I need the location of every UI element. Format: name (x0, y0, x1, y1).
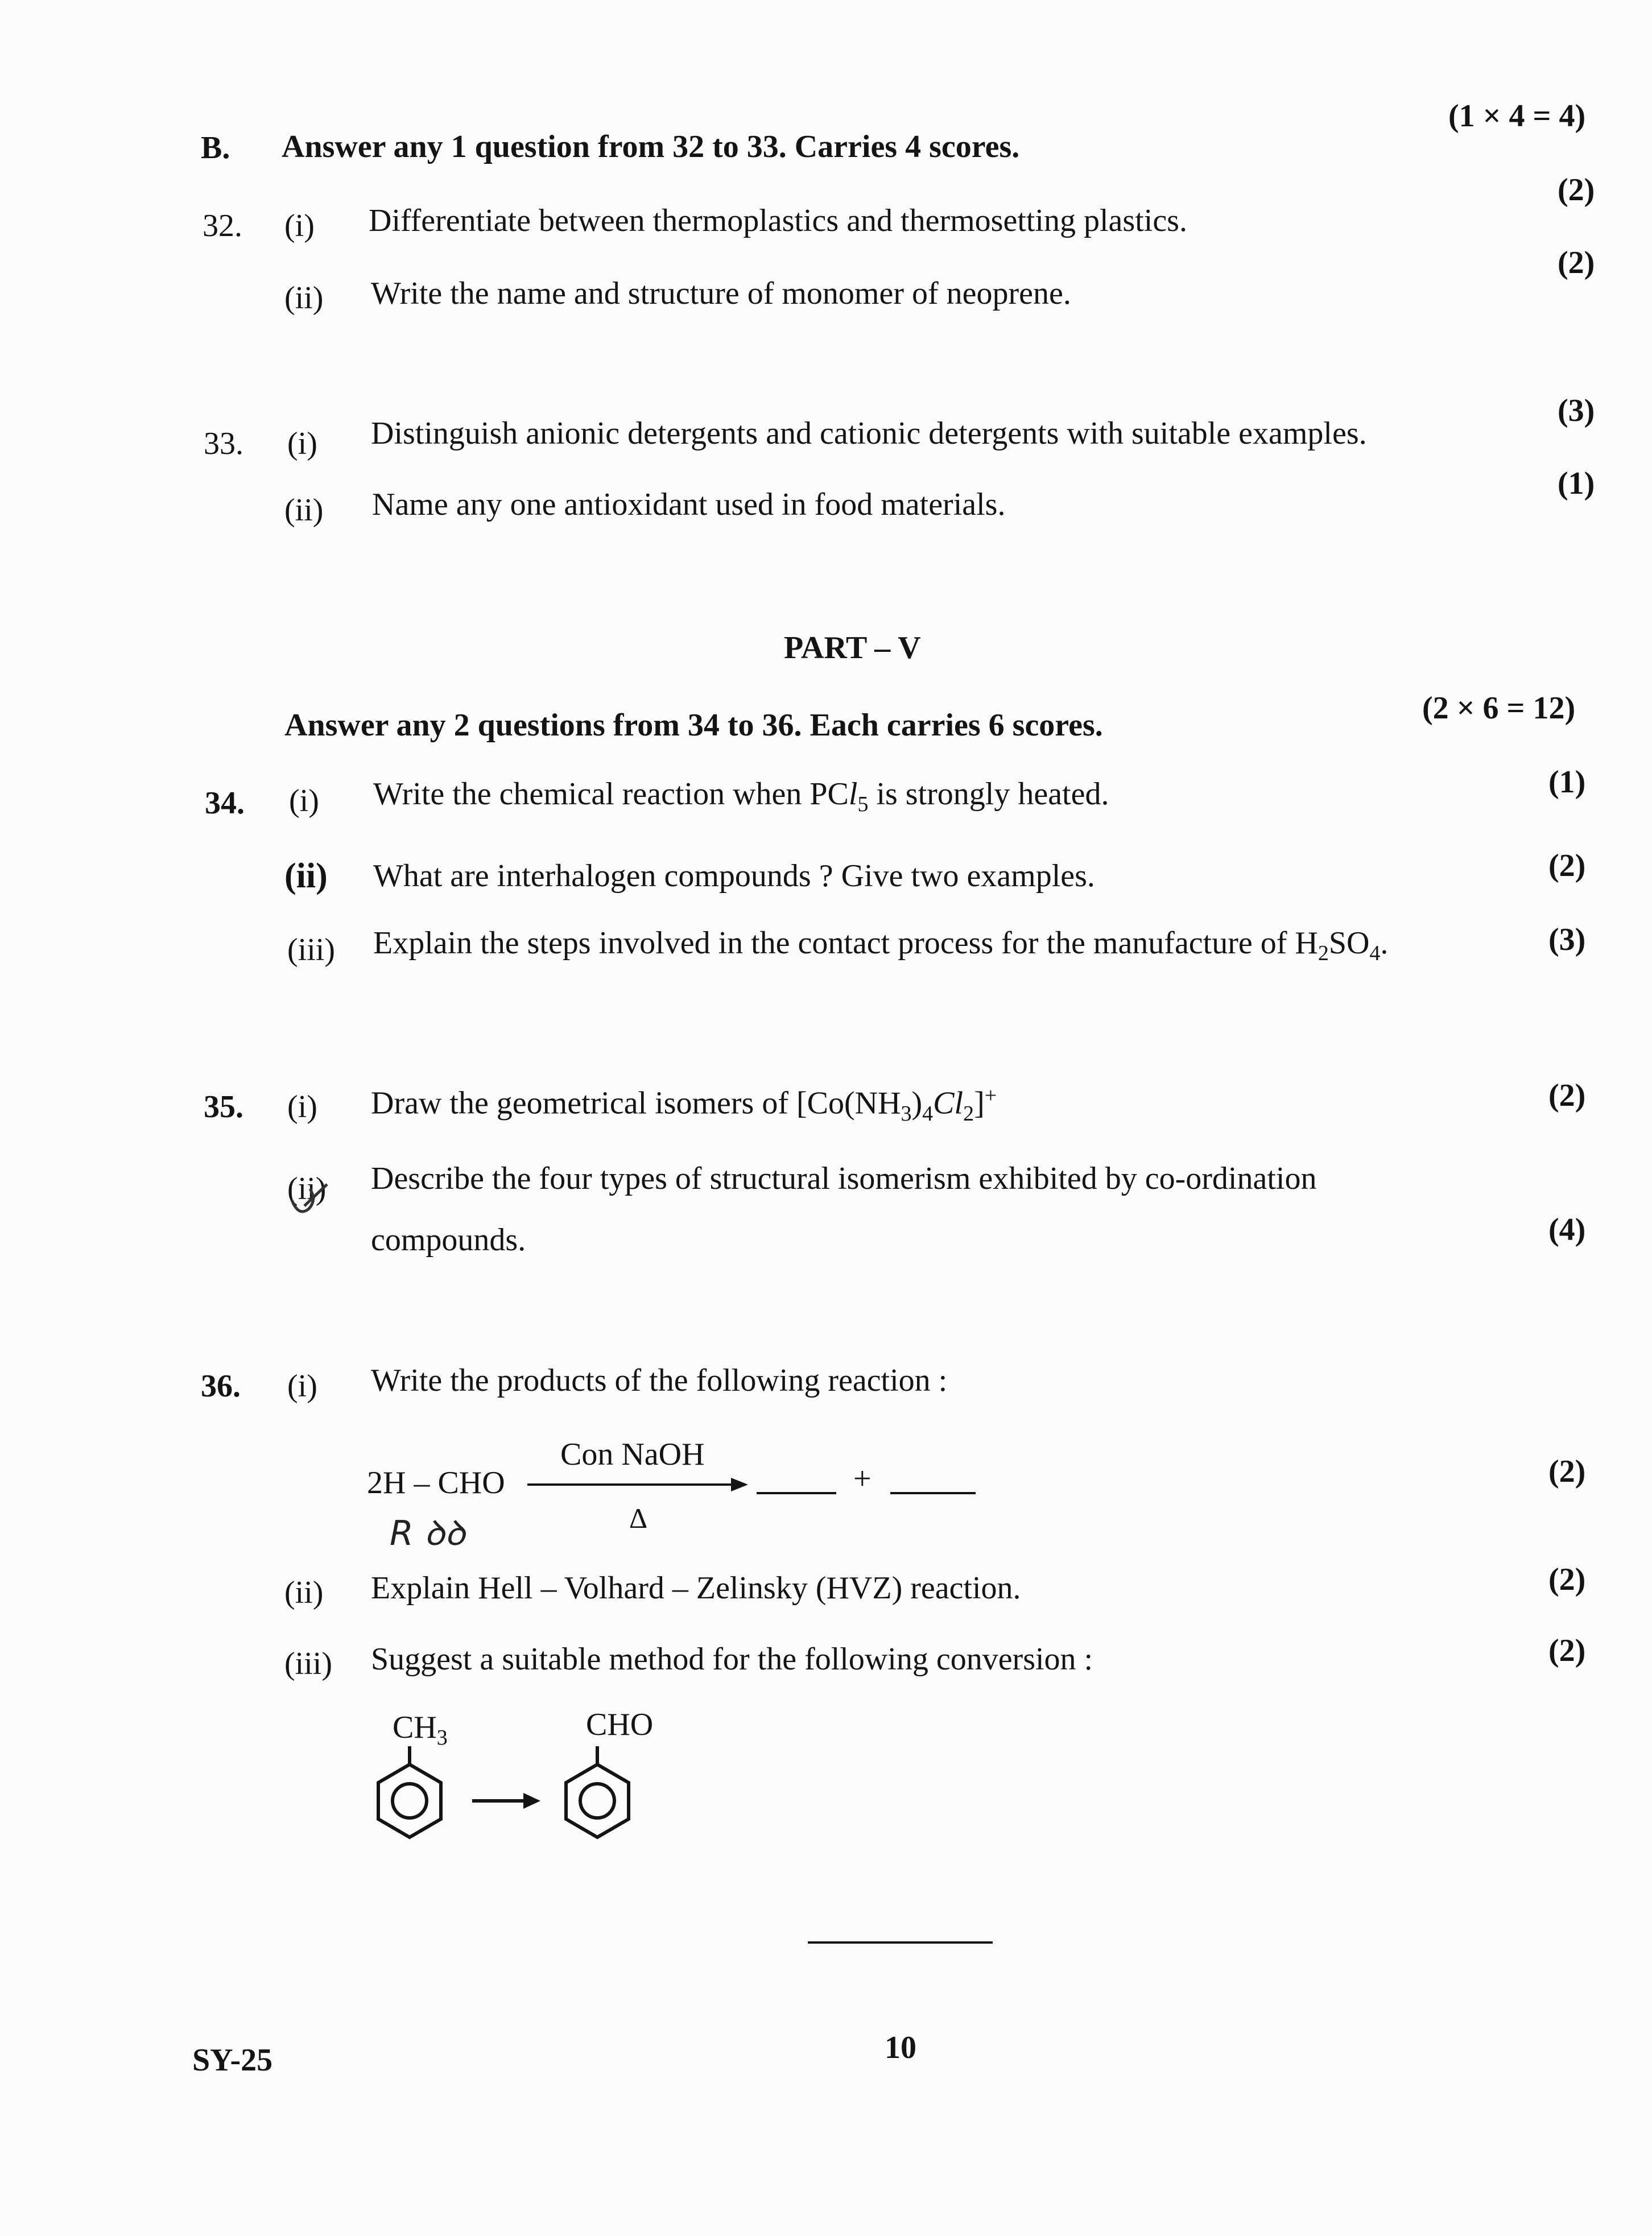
score: (2) (1548, 1633, 1586, 1668)
question-text: Distinguish anionic detergents and cationic detergents with suitable examples. (371, 416, 1367, 451)
question-number: 36. (201, 1369, 241, 1404)
question-text: Explain Hell – Volhard – Zelinsky (HVZ) reaction. (371, 1570, 1021, 1606)
subpart-label: (iii) (284, 1646, 332, 1681)
part-instruction: Answer any 2 questions from 34 to 36. Each carries 6 scores. (284, 708, 1103, 743)
product-blank-1 (757, 1487, 836, 1499)
question-text: Describe the four types of structural isomerism exhibited by co-ordination (371, 1161, 1317, 1196)
handwritten-mark (287, 1177, 333, 1217)
question-number: 35. (204, 1089, 243, 1125)
question-text: Write the chemical reaction when PCl$_5$ is strongly heated. (373, 776, 1109, 817)
question-number: 34. (205, 786, 245, 821)
score: (1) (1548, 764, 1586, 800)
question-text: Write the products of the following reaction : (371, 1363, 948, 1398)
question-text: Name any one antioxidant used in food materials. (372, 487, 1006, 522)
subpart-label: (i) (287, 1089, 317, 1125)
part-title: PART – V (784, 630, 921, 666)
reaction-arrow (526, 1473, 751, 1496)
question-number: 32. (203, 208, 242, 243)
score: (2) (1548, 1078, 1586, 1113)
score: (2) (1558, 245, 1595, 280)
question-text: Differentiate between thermoplastics and thermosetting plastics. (369, 203, 1187, 238)
subpart-label: (iii) (287, 932, 335, 968)
score: (1) (1558, 466, 1595, 501)
benzene-ring-toluene (378, 1746, 441, 1837)
end-rule (808, 1940, 993, 1945)
question-text: Write the name and structure of monomer of neoprene. (371, 276, 1071, 311)
reagent: Con NaOH (560, 1437, 705, 1472)
section-label: B. (201, 130, 230, 166)
subpart-label: (i) (287, 1369, 317, 1404)
question-text-continued: compounds. (371, 1222, 526, 1258)
substituent-ch3: $CH_3$ (393, 1710, 448, 1750)
subpart-label: (i) (287, 426, 317, 461)
question-text: Draw the geometrical isomers of $[Co(NH_3)_4Cl_2]^+$ (371, 1084, 997, 1126)
section-instruction: Answer any 1 question from 32 to 33. Carries 4 scores. (282, 129, 1020, 164)
score: (4) (1548, 1212, 1586, 1247)
paper-code: SY-25 (192, 2043, 273, 2078)
score: (2) (1558, 172, 1595, 208)
conversion-diagram (364, 1746, 637, 1866)
score: (2) (1548, 1454, 1586, 1489)
page-number: 10 (885, 2030, 916, 2065)
subpart-label: (ii) (284, 857, 328, 895)
question-text: Explain the steps involved in the contact process for the manufacture of $H_2SO_4$. (373, 925, 1389, 966)
question-text: What are interhalogen compounds ? Give two examples. (373, 858, 1095, 894)
conversion-arrow (472, 1793, 540, 1809)
subpart-label: (ii) (287, 1171, 327, 1206)
section-marks: (1 × 4 = 4) (1448, 98, 1586, 134)
score: (3) (1558, 393, 1595, 428)
question-text: Suggest a suitable method for the following conversion : (371, 1642, 1093, 1677)
score: (3) (1548, 922, 1586, 957)
part-marks: (2 × 6 = 12) (1422, 691, 1576, 726)
reactant: 2H – CHO (367, 1465, 505, 1501)
score: (2) (1548, 1562, 1586, 1597)
plus-sign: + (853, 1461, 872, 1497)
question-number: 33. (204, 426, 243, 461)
subpart-label: (i) (289, 783, 319, 819)
benzene-ring-benzaldehyde (566, 1746, 629, 1837)
subpart-label: (ii) (284, 1575, 324, 1610)
score: (2) (1548, 848, 1586, 883)
substituent-cho: CHO (586, 1707, 654, 1742)
reaction-condition: Δ (629, 1502, 648, 1534)
handwritten-note: R ꝺꝺ (390, 1514, 465, 1553)
subpart-label: (ii) (284, 493, 324, 528)
subpart-label: (ii) (284, 280, 324, 316)
subpart-label: (i) (284, 208, 315, 243)
product-blank-2 (890, 1487, 976, 1499)
